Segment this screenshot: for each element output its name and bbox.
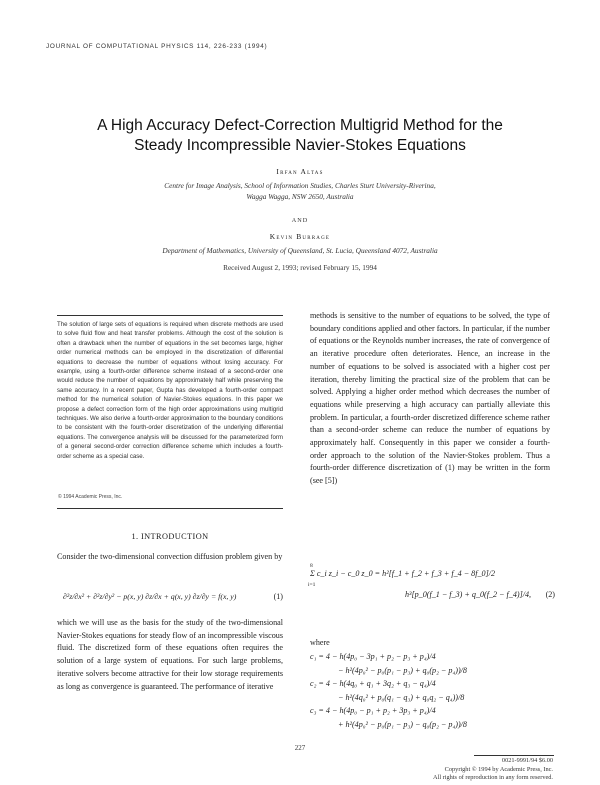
equation-2-line-2: h³[p_0(f_1 − f_3) + q_0(f_2 − f_4)]/4, <box>405 590 532 599</box>
page-number: 227 <box>294 744 306 752</box>
coefficient-line: c₁ = 4 − h(4p₀ − 3p₁ + p₂ − p₃ + p₄)/4 <box>310 652 436 661</box>
received-date: Received August 2, 1993; revised February 15, 1994 <box>223 263 377 272</box>
title-line-2: Steady Incompressible Navier-Stokes Equations <box>134 137 466 154</box>
abstract-bottom-rule <box>57 508 283 509</box>
intro-paragraph-2: which we will use as the basis for the study of the two-dimensional Navier-Stokes equations for steady flow of an incompressible viscous fluid. The discretized form of these equations often requires the solution of a large system of equations. For such large problems, iterative solvers become attractive for their low storage requirements as long as convergence is guaranteed. The performance of iterative <box>57 618 283 691</box>
affiliation-2: Department of Mathematics, University of Queensland, St. Lucia, Queensland 4072, Australia <box>162 246 438 255</box>
abstract: The solution of large sets of equations is required when discrete methods are used to solve fluid flow and heat transfer problems. Although the cost of the solution is often a drawback when the number of equations in the set becomes large, higher order numerical methods can be employed in the discretization of differential equations to decrease the number of equations without losing accuracy. For example, using a fourth-order difference scheme instead of a second-order one would reduce the number of equations by approximately half while preserving the same accuracy. In a recent paper, Gupta has developed a fourth-order compact method for the numerical solution of Navier-Stokes equations. In this paper we propose a defect correction form of the high order approximations using multigrid techniques. We also derive a fourth-order approximation to the boundary conditions to be consistent with the fourth-order discretization of the underlying differential equations. The convergence analysis will be discussed for the parameterized form of a general second-order correction difference scheme which includes a fourth-order scheme as a special case. <box>57 321 283 460</box>
author-2: Kevin Burrage <box>269 232 331 241</box>
affiliation-1 <box>60 181 540 202</box>
footer-rule <box>474 755 554 756</box>
coefficient-definitions <box>310 652 555 733</box>
section-heading: 1. INTRODUCTION <box>131 532 209 541</box>
equation-1-body: ∂²z/∂x² + ∂²z/∂y² − p(x, y) ∂z/∂x + q(x, y) ∂z/∂y = f(x, y) <box>63 592 237 601</box>
paper-title <box>40 116 560 156</box>
where-label: where <box>310 638 330 647</box>
equation-2-sum-lower: i=1 <box>308 582 316 588</box>
intro-paragraph-1: Consider the two-dimensional convection diffusion problem given by <box>57 552 283 561</box>
author-1: Irfan Altas <box>276 167 324 176</box>
footer-rights: All rights of reproduction in any form reserved. <box>433 774 553 781</box>
coefficient-line: c₂ = 4 − h(4q₀ + q₁ + 3q₂ + q₃ − q₄)/4 <box>310 679 436 688</box>
coefficient-line: − h²(4p₀² − p₀(p₁ − p₃) + q₀(p₂ − p₄))/8 <box>338 665 467 675</box>
journal-header: JOURNAL OF COMPUTATIONAL PHYSICS 114, 226-233 (1994) <box>46 43 268 50</box>
affiliation-1-line-1: Centre for Image Analysis, School of Information Studies, Charles Sturt University-Riverina, <box>164 181 436 190</box>
right-column-paragraph: methods is sensitive to the number of equations to be solved, the type of boundary conditions applied and other factors. In particular, if the number of equations or the Reynolds number increases, the rate of convergence of an iterative procedure often deteriorates. Hence, an increase in the number of equations to be solved is associated with a higher cost per iteration, thereby limiting the practical size of the problem that can be solved. Applying a higher order method which decreases the number of equations while preserving a high accuracy can partially alleviate this problem. In particular, a fourth-order discretized difference scheme rather than a second-order scheme can reduce the number of equations by approximately half. Consequently in this paper we consider a fourth-order approach to the solution of the Navier-Stokes problem. Thus a fourth-order difference discretization of (1) may be written in the form (see [5]) <box>310 311 550 486</box>
title-line-1: A High Accuracy Defect-Correction Multigrid Method for the <box>97 117 503 134</box>
equation-1-number: (1) <box>273 592 283 601</box>
equation-2 <box>310 563 555 611</box>
equation-2-sum-upper: 8 <box>310 563 313 569</box>
footer-copyright: Copyright © 1994 by Academic Press, Inc. <box>444 765 553 773</box>
coefficient-line: − h²(4q₀² + p₀(q₁ − q₃) + q₀q₂ − q₄))/8 <box>338 692 465 702</box>
equation-1 <box>57 586 283 610</box>
equation-2-line-1: Σ c_i z_i − c_0 z_0 = h²[f_1 + f_2 + f_3 + f_4 − 8f_0]/2 <box>310 569 496 578</box>
coefficient-line: c₃ = 4 − h(4p₀ − p₁ + p₂ + 3p₃ + p₄)/4 <box>310 706 436 715</box>
footer-block <box>380 757 553 783</box>
abstract-top-rule <box>57 315 283 316</box>
affiliation-1-line-2: Wagga Wagga, NSW 2650, Australia <box>246 191 354 201</box>
footer-code: 0021-9991/94 $6.00 <box>501 757 553 764</box>
equation-2-number: (2) <box>545 590 555 599</box>
and-separator: AND <box>291 217 309 224</box>
coefficient-line: + h²(4p₀² − p₀(p₁ − p₃) − q₀(p₂ − p₄))/8 <box>338 719 467 729</box>
abstract-copyright: © 1994 Academic Press, Inc. <box>58 494 123 500</box>
